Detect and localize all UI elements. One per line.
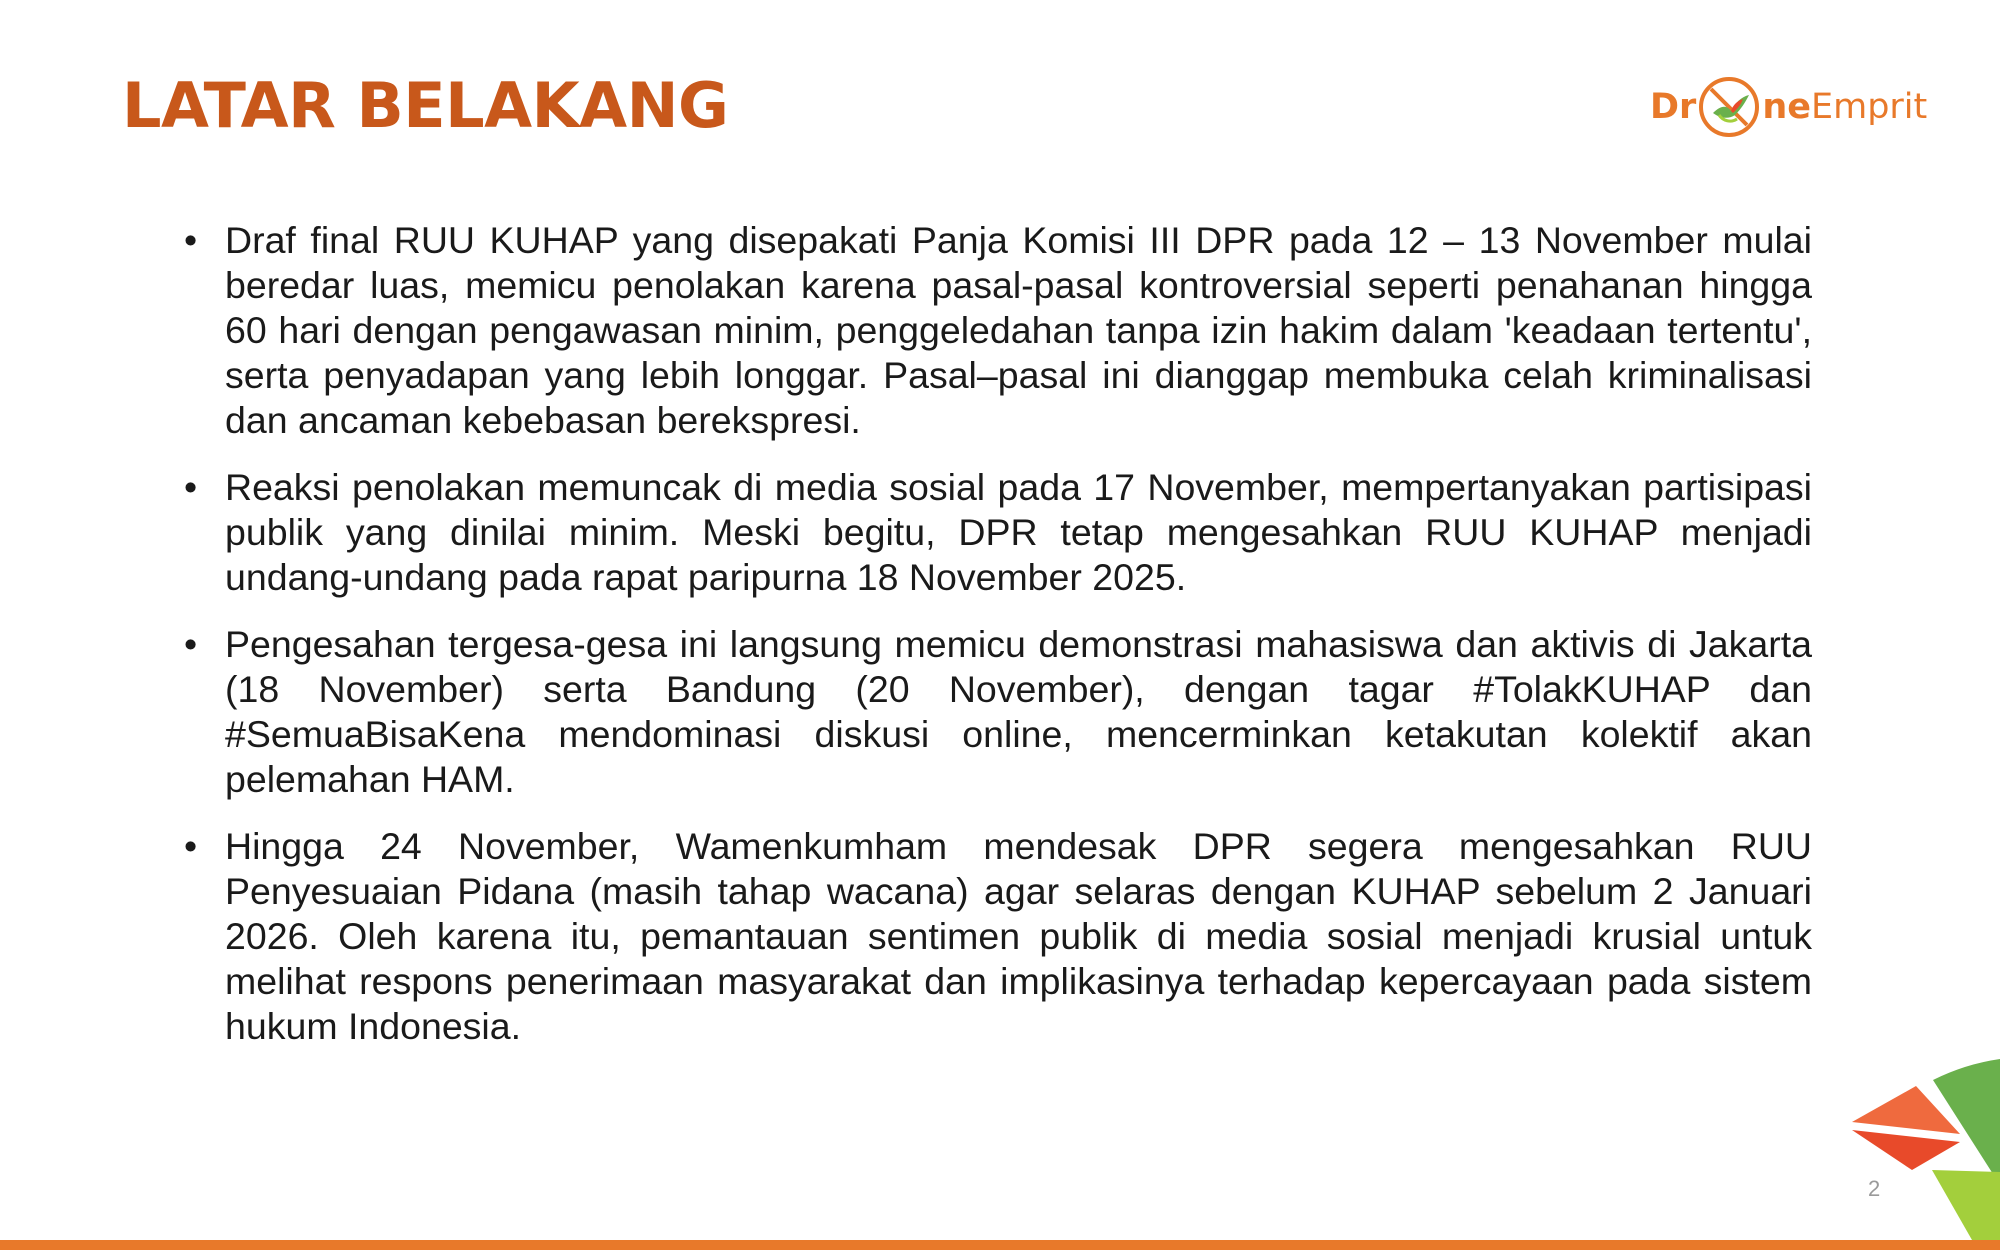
bullet-list (180, 218, 1812, 1071)
logo-text-part3: Emprit (1810, 87, 1928, 127)
page-number: 2 (1868, 1176, 1881, 1201)
bullet-item-4: • Hingga 24 November, Wamenkumham mendesak DPR segera mengesahkan RUU Penyesuaian Pidana (masih tahap wacana) agar selaras dengan KUHAP sebelum 2 Januari 2026. Oleh karena itu, pemantauan sentimen publik di media sosial menjadi krusial untuk melihat respons penerimaan masyarakat dan implikasinya terhadap kepercayaan pada sistem hukum Indonesia. (180, 824, 1812, 1049)
bullet-item-2: • Reaksi penolakan memuncak di media sosial pada 17 November, mempertanyakan partisipasi publik yang dinilai minim. Meski begitu, DPR tetap mengesahkan RUU KUHAP menjadi undang-undang pada rapat paripurna 18 November 2025. (180, 465, 1812, 600)
corner-decoration-icon (1840, 1050, 2000, 1240)
logo-text-part2: ne (1762, 87, 1811, 127)
slide-title: LATAR BELAKANG (122, 69, 729, 142)
logo-text-part1: Dr (1650, 87, 1697, 127)
drone-emprit-logo (1650, 72, 1927, 142)
bullet-item-3: • Pengesahan tergesa-gesa ini langsung memicu demonstrasi mahasiswa dan aktivis di Jakarta (18 November) serta Bandung (20 November), dengan tagar #TolakKUHAP dan #SemuaBisaKena mendominasi diskusi online, mencerminkan ketakutan kolektif akan pelemahan HAM. (180, 622, 1812, 802)
bottom-accent-bar (0, 1240, 2000, 1250)
drone-bird-icon (1697, 75, 1761, 139)
bullet-item-1: • Draf final RUU KUHAP yang disepakati Panja Komisi III DPR pada 12 – 13 November mulai beredar luas, memicu penolakan karena pasal-pasal kontroversial seperti penahanan hingga 60 hari dengan pengawasan minim, penggeledahan tanpa izin hakim dalam 'keadaan tertentu', serta penyadapan yang lebih longgar. Pasal–pasal ini dianggap membuka celah kriminalisasi dan ancaman kebebasan berekspresi. (180, 218, 1812, 443)
